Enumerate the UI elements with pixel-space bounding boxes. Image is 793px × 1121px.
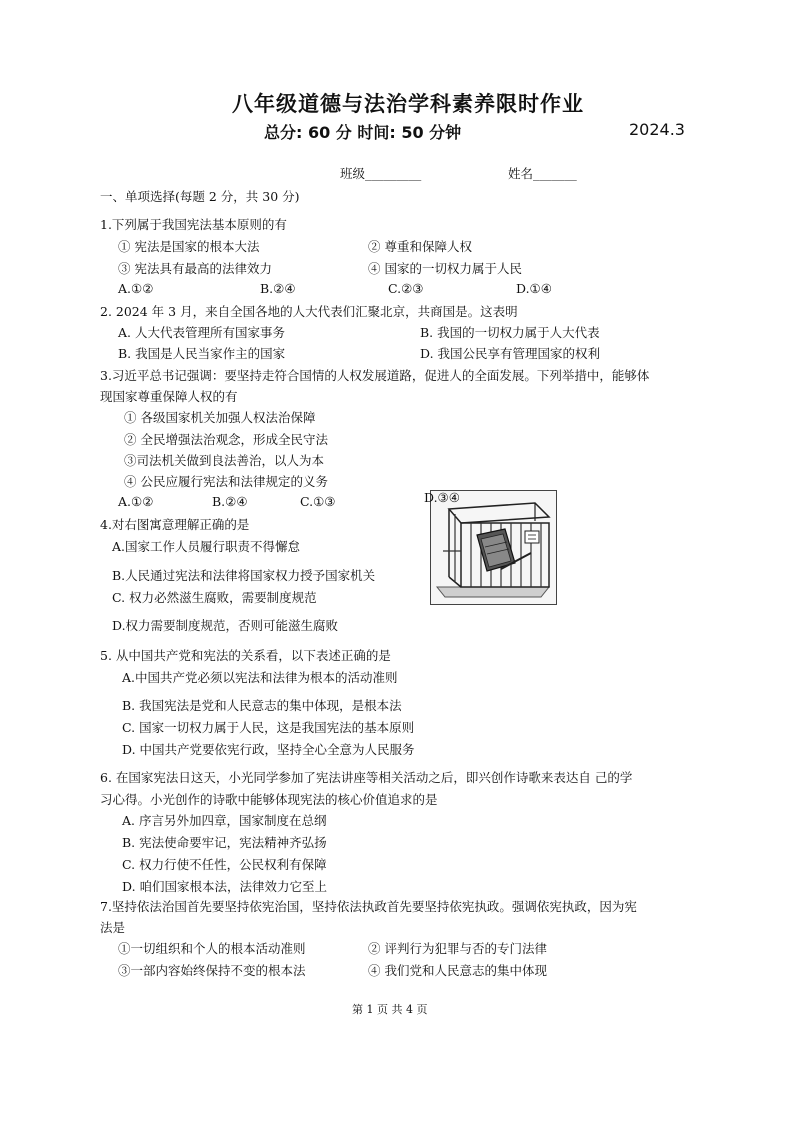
question-5-stem: 5. 从中国共产党和宪法的关系看，以下表述正确的是	[100, 648, 391, 663]
q6-option-c: C. 权力行使不任性，公民权利有保障	[122, 857, 327, 872]
q7-item-3: ③一部内容始终保持不变的根本法	[118, 963, 306, 978]
q3-option-a: A.①②	[118, 494, 154, 509]
q6-option-a: A. 序言另外加四章，国家制度在总纲	[122, 813, 327, 828]
exam-meta: 总分: 60 分 时间: 50 分钟	[264, 123, 462, 142]
name-field: 姓名_______	[508, 166, 577, 181]
q1-option-a: A.①②	[118, 281, 154, 296]
question-3-stem-line1: 3.习近平总书记强调：要坚持走符合国情的人权发展道路，促进人的全面发展。下列举措中，能够体	[100, 368, 650, 383]
class-field: 班级_________	[340, 166, 422, 181]
q3-option-c: C.①③	[300, 494, 336, 509]
q3-item-2: ② 全民增强法治观念，形成全民守法	[124, 432, 328, 447]
q4-option-d: D.权力需要制度规范，否则可能滋生腐败	[112, 618, 339, 633]
q4-option-a: A.国家工作人员履行职责不得懈怠	[112, 539, 301, 554]
question-4-stem: 4.对右图寓意理解正确的是	[100, 517, 250, 532]
q5-option-c: C. 国家一切权力属于人民，这是我国宪法的基本原则	[122, 720, 415, 735]
exam-date: 2024.3	[629, 120, 685, 139]
question-7-stem-line1: 7.坚持依法治国首先要坚持依宪治国，坚持依法执政首先要坚持依宪执政。强调依宪执政，因为宪	[100, 899, 637, 914]
q2-option-a: A. 人大代表管理所有国家事务	[118, 325, 285, 340]
q5-option-a: A.中国共产党必须以宪法和法律为根本的活动准则	[122, 670, 398, 685]
question-2-stem: 2. 2024 年 3 月，来自全国各地的人大代表们汇聚北京，共商国是。这表明	[100, 304, 518, 319]
q2-option-d: D. 我国公民享有管理国家的权利	[420, 346, 601, 361]
q1-item-3: ③ 宪法具有最高的法律效力	[118, 261, 272, 276]
q3-option-b: B.②④	[212, 494, 248, 509]
q3-item-1: ① 各级国家机关加强人权法治保障	[124, 410, 316, 425]
q4-option-b: B.人民通过宪法和法律将国家权力授予国家机关	[112, 568, 376, 583]
question-3-stem-line2: 现国家尊重保障人权的有	[100, 389, 238, 404]
q2-option-b: B. 我国的一切权力属于人大代表	[420, 325, 600, 340]
q3-item-3: ③司法机关做到良法善治，以人为本	[124, 453, 325, 468]
q5-option-d: D. 中国共产党要依宪行政，坚持全心全意为人民服务	[122, 742, 415, 757]
q6-option-b: B. 宪法使命要牢记，宪法精神齐弘扬	[122, 835, 327, 850]
q7-item-2: ② 评判行为犯罪与否的专门法律	[368, 941, 547, 956]
q3-option-d: D.③④	[424, 490, 460, 505]
q6-option-d: D. 咱们国家根本法，法律效力它至上	[122, 879, 328, 894]
q1-item-1: ① 宪法是国家的根本大法	[118, 239, 260, 254]
question-6-stem-line1: 6. 在国家宪法日这天，小光同学参加了宪法讲座等相关活动之后，即兴创作诗歌来表达自 己的学	[100, 770, 633, 785]
q1-option-d: D.①④	[516, 281, 552, 296]
question-7-stem-line2: 法是	[100, 920, 126, 935]
cartoon-cage-figure	[430, 490, 557, 605]
page-title: 八年级道德与法治学科素养限时作业	[232, 92, 584, 116]
q1-option-b: B.②④	[260, 281, 296, 296]
q3-item-4: ④ 公民应履行宪法和法律规定的义务	[124, 474, 328, 489]
q5-option-b: B. 我国宪法是党和人民意志的集中体现，是根本法	[122, 698, 402, 713]
q4-option-c: C. 权力必然滋生腐败，需要制度规范	[112, 590, 317, 605]
q7-item-4: ④ 我们党和人民意志的集中体现	[368, 963, 547, 978]
q7-item-1: ①一切组织和个人的根本活动准则	[118, 941, 306, 956]
page-footer: 第 1 页 共 4 页	[352, 1003, 428, 1016]
q2-option-c: B. 我国是人民当家作主的国家	[118, 346, 286, 361]
q1-item-2: ② 尊重和保障人权	[368, 239, 472, 254]
q1-item-4: ④ 国家的一切权力属于人民	[368, 261, 522, 276]
question-6-stem-line2: 习心得。小光创作的诗歌中能够体现宪法的核心价值追求的是	[100, 792, 438, 807]
question-1-stem: 1.下列属于我国宪法基本原则的有	[100, 217, 287, 232]
section-heading: 一、单项选择(每题 2 分，共 30 分)	[100, 189, 300, 204]
q1-option-c: C.②③	[388, 281, 424, 296]
